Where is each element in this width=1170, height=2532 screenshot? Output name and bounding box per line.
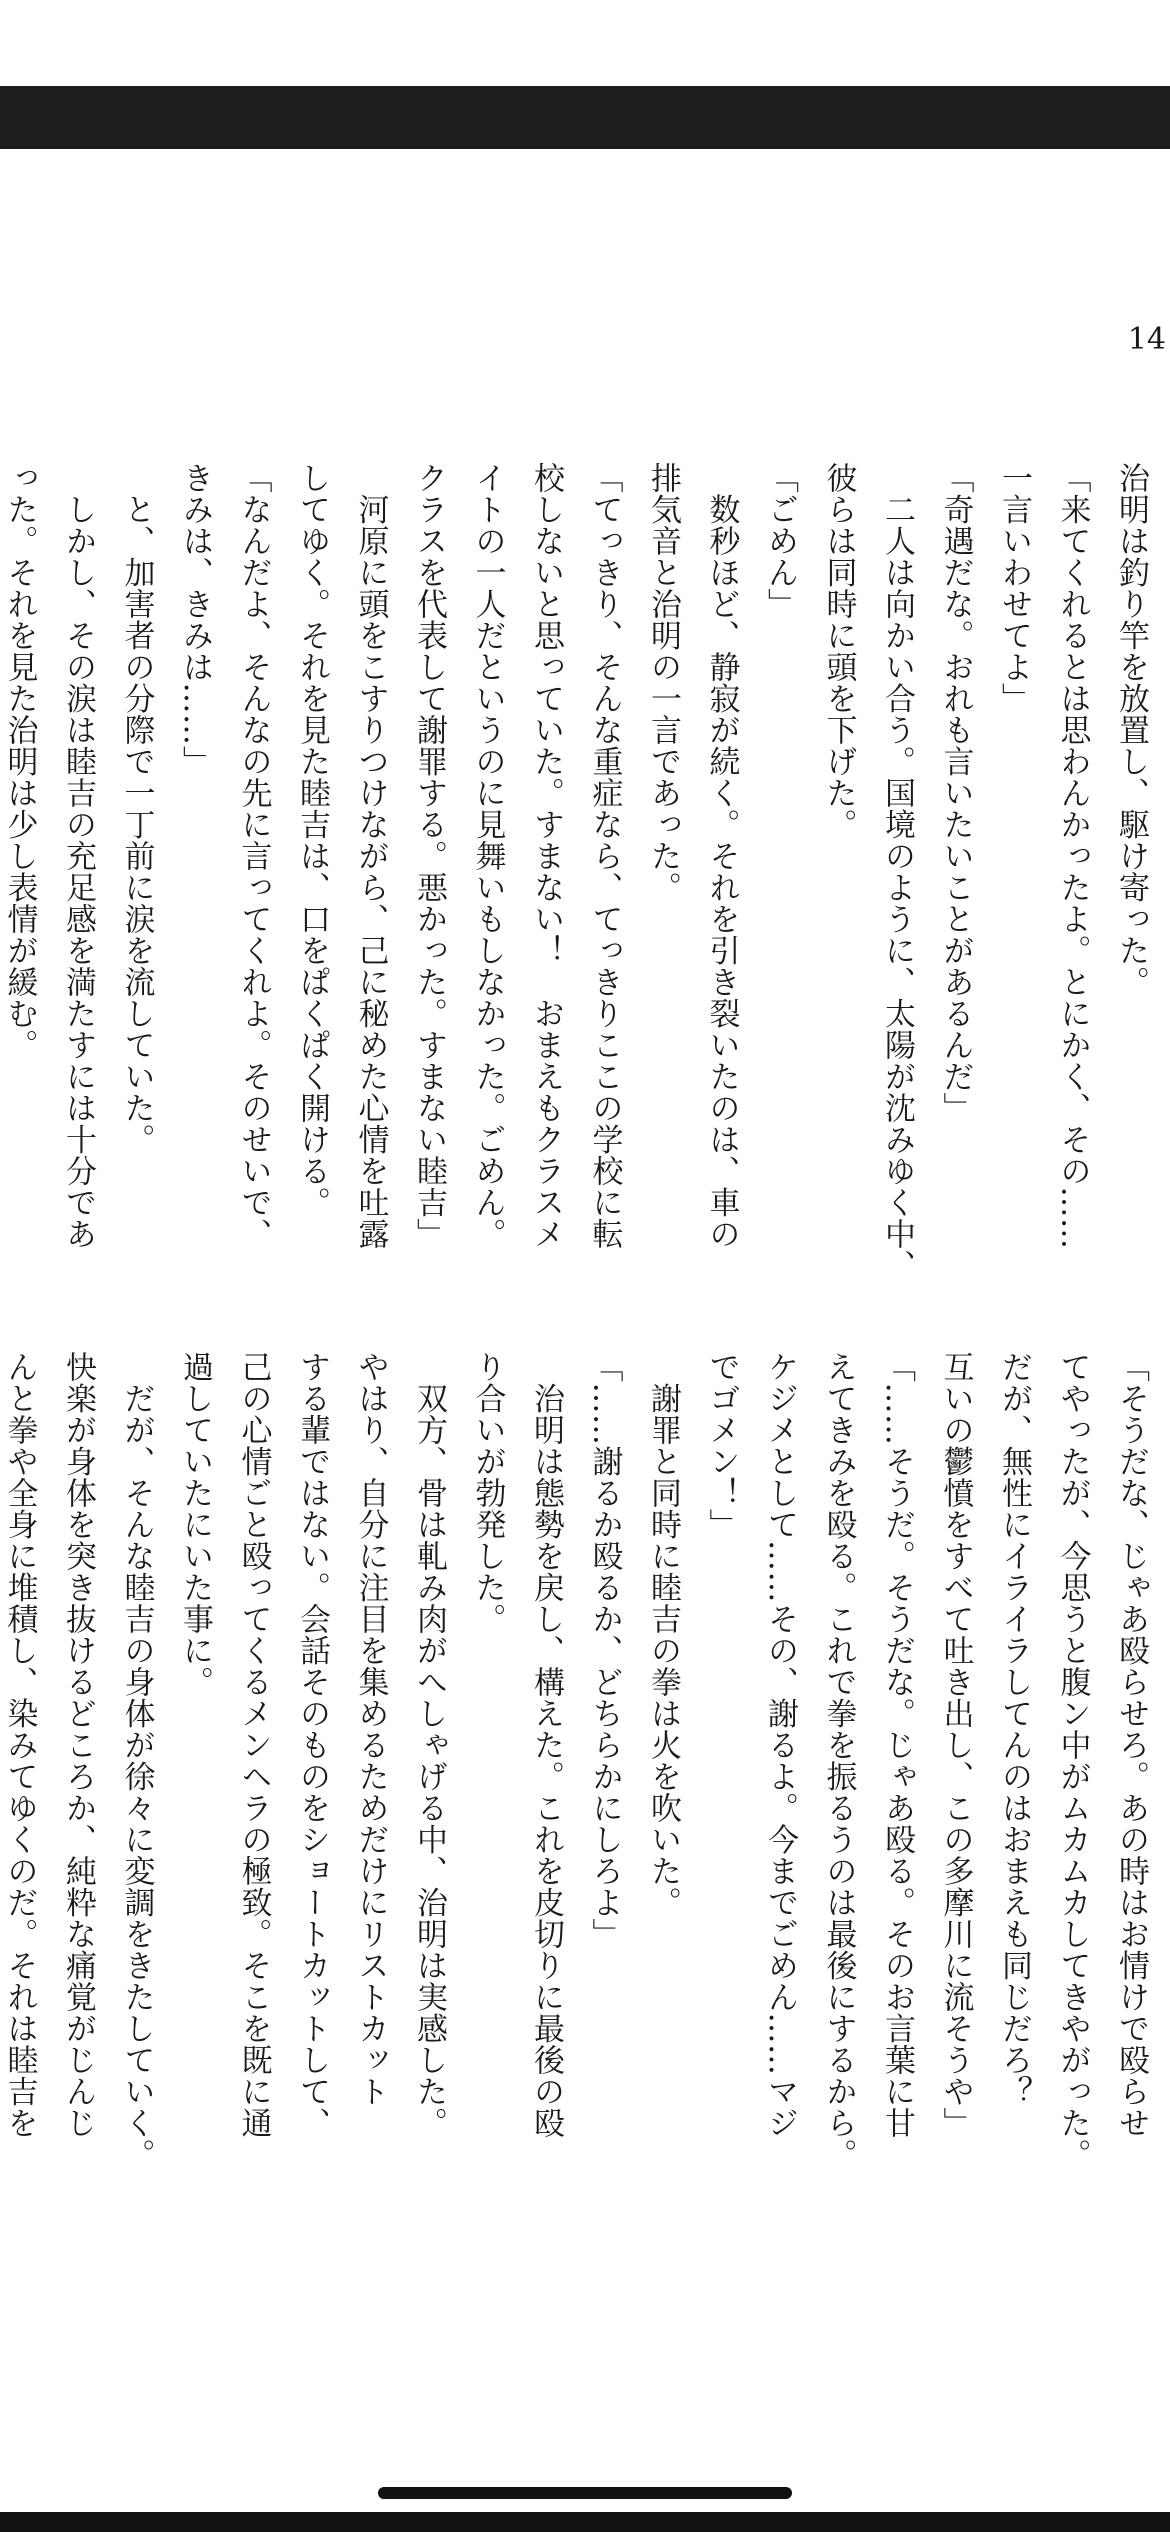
text-line: 排気音と治明の一言であった。 (645, 462, 681, 903)
text-line: 過していたにいた事に。 (177, 1351, 213, 1698)
text-line: でゴメン！」 (703, 1351, 740, 1540)
text-line: った。それを見た治明は少し表情が緩む。 (1, 462, 38, 1061)
text-line: 治明は釣り竿を放置し、駆け寄った。 (1113, 462, 1149, 998)
text-line: してゆく。それを見た睦吉は、口をぱくぱく開ける。 (294, 462, 330, 1218)
text-line: 「来てくれるとは思わんかったよ。とにかく、その…… (1054, 462, 1091, 1250)
page-number: 14 (1127, 322, 1166, 357)
text-line: きみは、きみは……」 (177, 462, 213, 777)
text-line: クラスを代表して謝罪する。悪かった。すまない睦吉」 (411, 462, 447, 1250)
text-column-top (0, 462, 1160, 1342)
text-line: 快楽が身体を突き抜けるどころか、純粋な痛覚がじんじ (60, 1351, 96, 2139)
text-line: だが、無性にイライラしてんのはおまえも同じだろ？ (996, 1351, 1032, 2107)
text-line: 謝罪と同時に睦吉の拳は火を吹いた。 (645, 1351, 681, 1918)
text-line: する輩ではない。会話そのものをショートカットして、 (294, 1351, 330, 2139)
text-line: 互いの鬱憤をすべて吐き出し、この多摩川に流そうや」 (937, 1351, 974, 2139)
bottom-bar (0, 2512, 1170, 2532)
text-line: 「なんだよ、そんなの先に言ってくれよ。そのせいで、 (235, 462, 272, 1250)
text-line: 彼らは同時に頭を下げた。 (820, 462, 857, 840)
text-line: 「てっきり、そんな重症なら、てっきりここの学校に転 (586, 462, 623, 1250)
text-line: 双方、骨は軋み肉がへしゃげる中、治明は実感した。 (411, 1351, 447, 2139)
text-line: り合いが勃発した。 (469, 1351, 506, 1635)
top-bar (0, 86, 1170, 149)
text-line: 数秒ほど、静寂が続く。それを引き裂いたのは、車の (703, 462, 740, 1250)
text-line: と、加害者の分際で一丁前に涙を流していた。 (118, 462, 155, 1155)
text-line: 「そうだな、じゃあ殴らせろ。あの時はお情けで殴らせ (1113, 1351, 1149, 2139)
text-line: だが、そんな睦吉の身体が徐々に変調をきたしていく。 (118, 1351, 155, 2170)
text-line: 治明は態勢を戻し、構えた。これを皮切りに最後の殴 (528, 1351, 564, 2139)
text-line: 己の心情ごと殴ってくるメンヘラの極致。そこを既に通 (235, 1351, 272, 2139)
text-line: ケジメとして……その、謝るよ。今までごめん……マジ (762, 1351, 798, 2139)
home-indicator[interactable] (378, 2487, 792, 2499)
text-line: んと拳や全身に堆積し、染みてゆくのだ。それは睦吉を (1, 1351, 38, 2139)
text-line: しかし、その涙は睦吉の充足感を満たすには十分であ (60, 462, 96, 1250)
text-line: 校しないと思っていた。すまない！ おまえもクラスメ (528, 462, 564, 1250)
text-line: えてきみを殴る。これで拳を振るうのは最後にするから。 (820, 1351, 857, 2170)
text-line: 「奇遇だな。おれも言いたいことがあるんだ」 (937, 462, 974, 1124)
text-line: 一言いわせてよ」 (996, 462, 1032, 714)
text-line: イトの一人だというのに見舞いもしなかった。ごめん。 (469, 462, 506, 1250)
text-line: 「ごめん」 (762, 462, 798, 620)
text-line: 「……そうだ。そうだな。じゃあ殴る。そのお言葉に甘 (879, 1351, 915, 2139)
text-line: 河原に頭をこすりつけながら、己に秘めた心情を吐露 (352, 462, 389, 1250)
text-line: 「……謝るか殴るか、どちらかにしろよ」 (586, 1351, 623, 1950)
text-column-bottom (0, 1351, 1160, 2231)
text-line: やはり、自分に注目を集めるためだけにリストカット (352, 1351, 389, 2107)
text-line: てやったが、今思うと腹ン中がムカムカしてきやがった。 (1054, 1351, 1091, 2170)
text-line: 二人は向かい合う。国境のように、太陽が沈みゆく中、 (879, 462, 915, 1281)
